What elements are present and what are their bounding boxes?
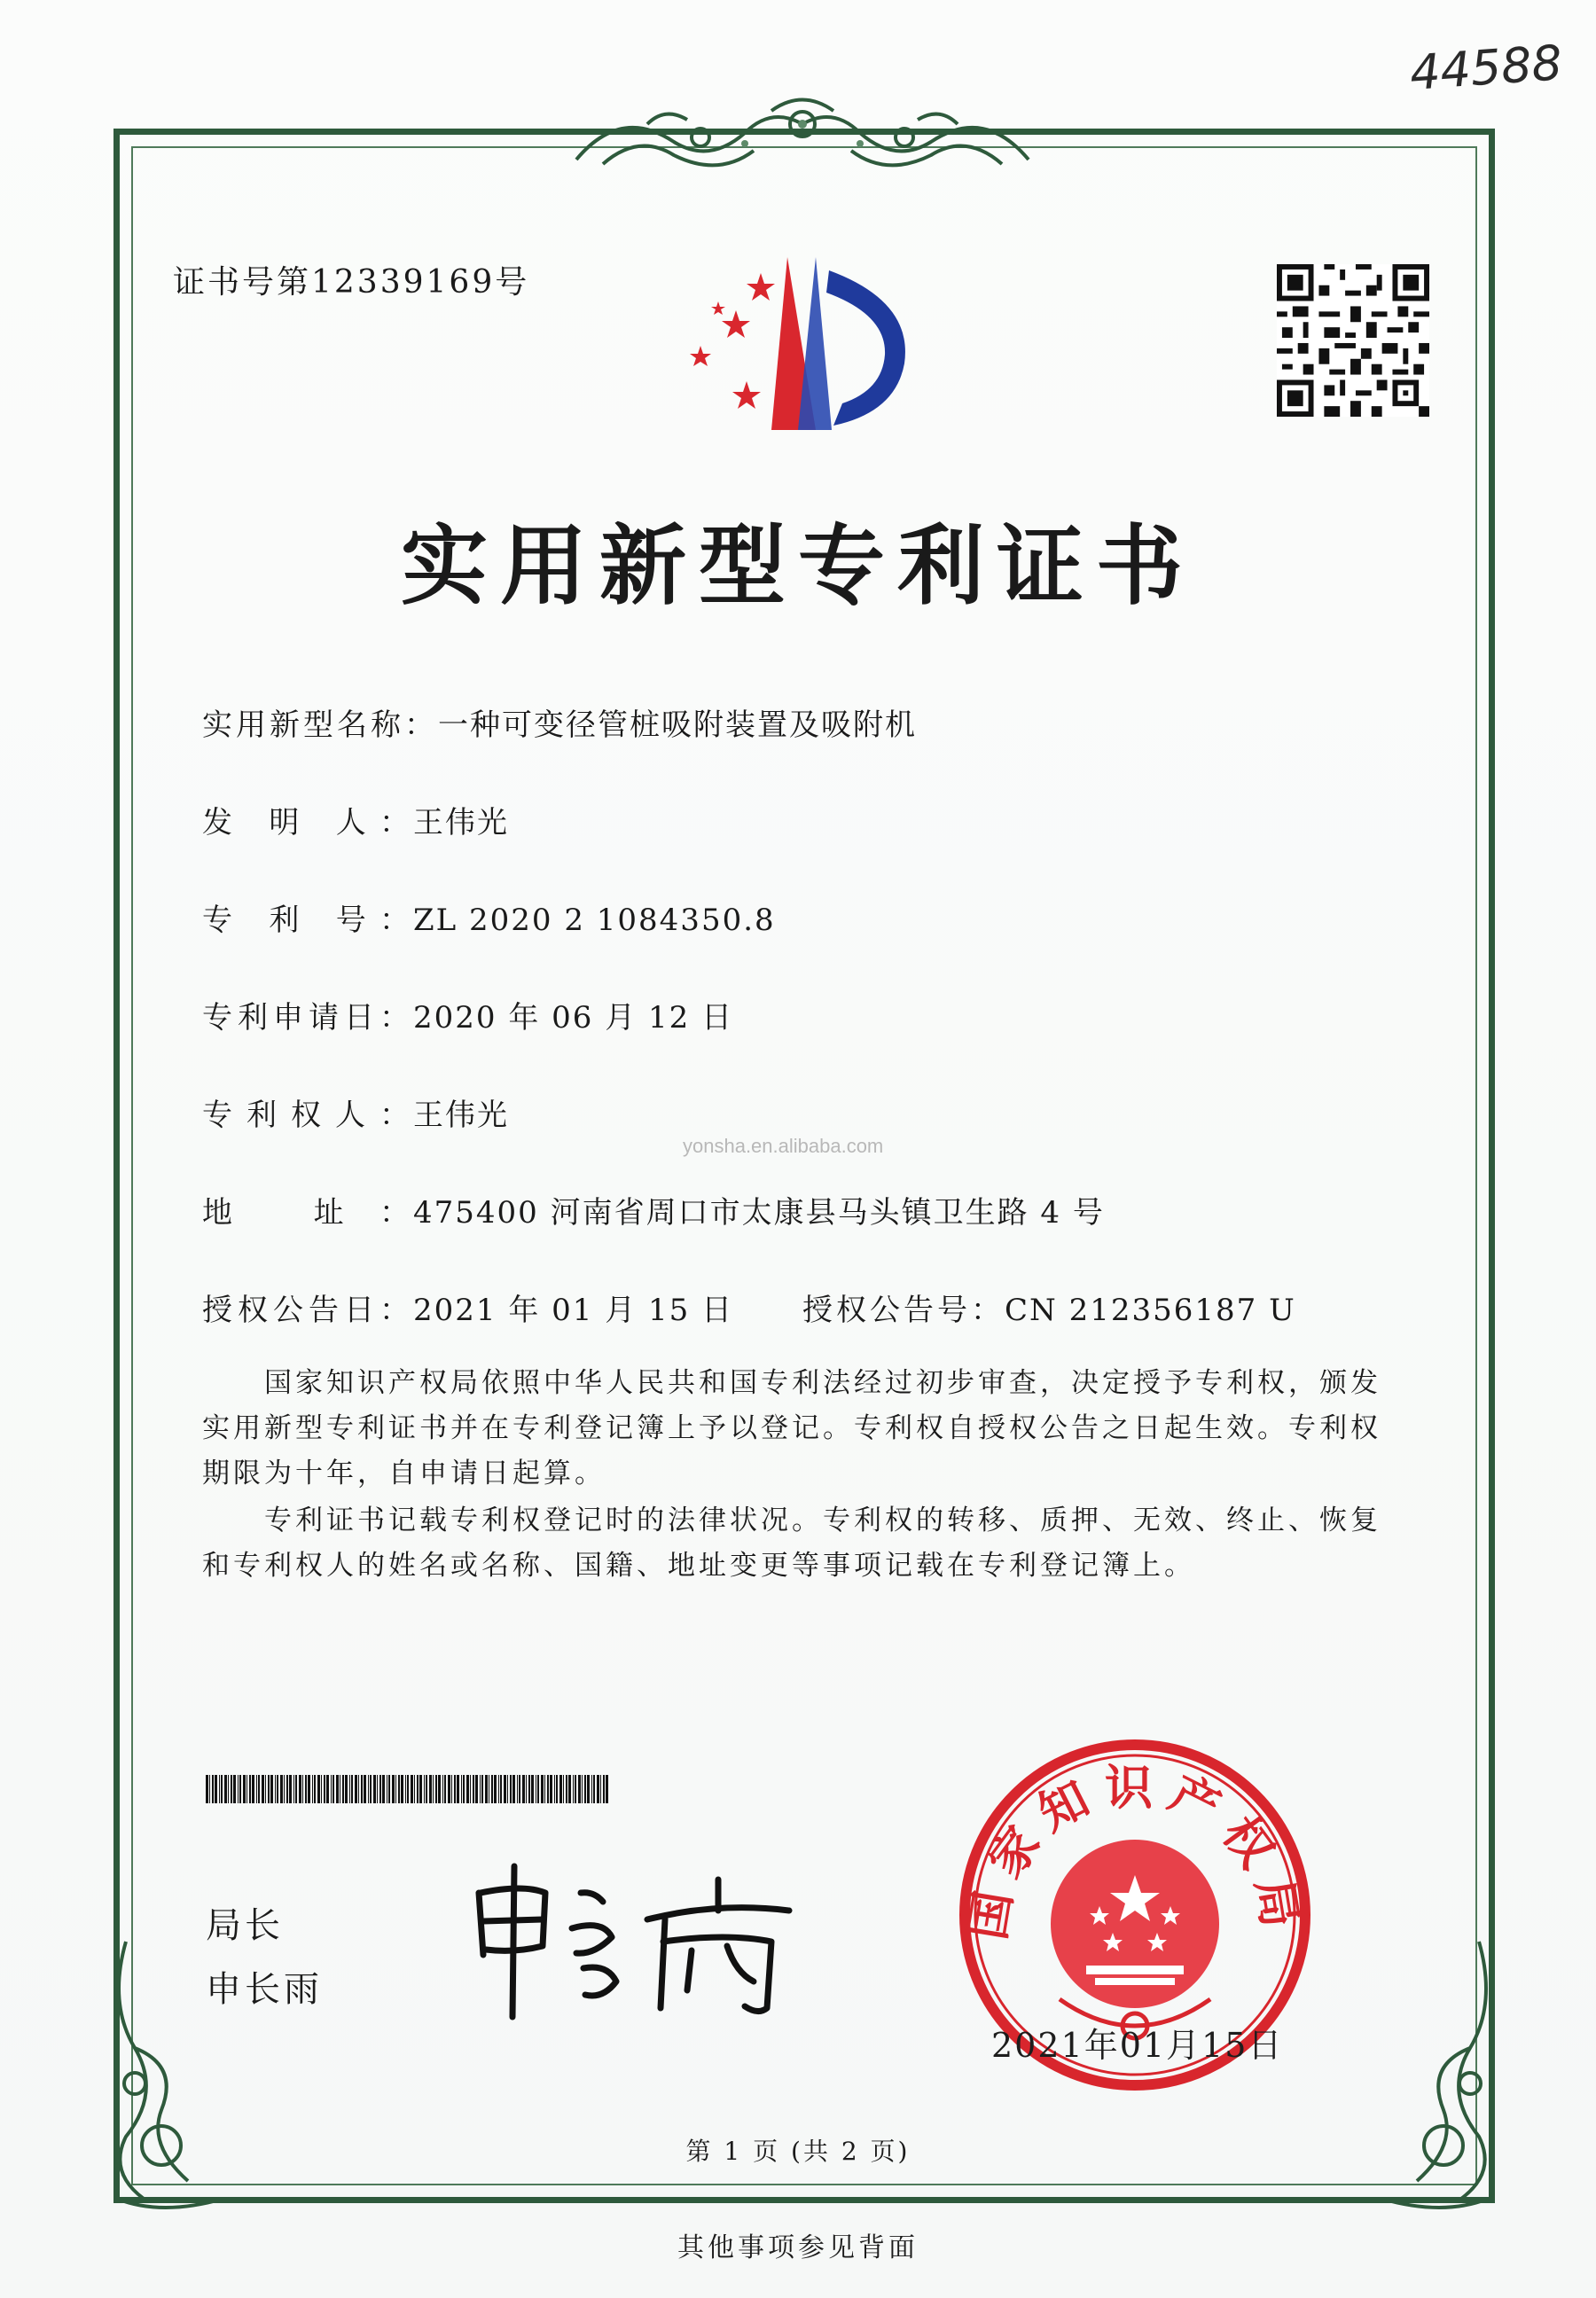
barcode-bar bbox=[470, 1775, 471, 1803]
barcode-bar bbox=[528, 1775, 530, 1803]
barcode-bar bbox=[373, 1775, 376, 1803]
barcode-bar bbox=[429, 1775, 432, 1803]
barcode-bar bbox=[382, 1775, 385, 1803]
barcode-bar bbox=[573, 1775, 574, 1803]
barcode-bar bbox=[246, 1775, 247, 1803]
barcode-bar bbox=[219, 1775, 220, 1803]
barcode-bar bbox=[531, 1775, 534, 1803]
page-number: 第 1 页 (共 2 页) bbox=[685, 2137, 911, 2166]
barcode-bar bbox=[379, 1775, 381, 1803]
barcode-bar bbox=[566, 1775, 567, 1803]
barcode-bar bbox=[277, 1775, 278, 1803]
barcode-bar bbox=[280, 1775, 283, 1803]
barcode-bar bbox=[224, 1775, 227, 1803]
barcode-bar bbox=[498, 1775, 499, 1803]
handwritten-note: 44588 bbox=[1408, 35, 1564, 101]
barcode-bar bbox=[407, 1775, 409, 1803]
barcode-bar bbox=[351, 1775, 353, 1803]
barcode-bar bbox=[411, 1775, 413, 1803]
barcode-bar bbox=[526, 1775, 527, 1803]
barcode-bar bbox=[541, 1775, 544, 1803]
barcode-bar bbox=[268, 1775, 270, 1803]
barcode-bar bbox=[228, 1775, 229, 1803]
field-label: 专 利 号： bbox=[202, 903, 413, 938]
barcode-bar bbox=[331, 1775, 332, 1803]
field-utility-model-name bbox=[202, 700, 917, 744]
barcode-bar bbox=[286, 1775, 288, 1803]
barcode-bar bbox=[358, 1775, 359, 1803]
statement-paragraph-1: 国家知识产权局依照中华人民共和国专利法经过初步审查，决定授予专利权，颁发实用新型专利证书并在专利登记簿上予以登记。专利权自授权公告之日起生效。专利权期限为十年，自申请日起算。 bbox=[202, 1367, 1381, 1489]
barcode-bar bbox=[517, 1775, 518, 1803]
barcode-bar bbox=[457, 1775, 459, 1803]
director-signature bbox=[461, 1857, 816, 2026]
barcode-bar bbox=[231, 1775, 232, 1803]
barcode-bar bbox=[398, 1775, 400, 1803]
barcode-bar bbox=[256, 1775, 257, 1803]
field-patentee bbox=[202, 1090, 509, 1134]
barcode-bar bbox=[302, 1775, 303, 1803]
barcode-bar bbox=[377, 1775, 378, 1803]
barcode-bar bbox=[603, 1775, 605, 1803]
barcode-bar bbox=[448, 1775, 450, 1803]
field-address bbox=[202, 1188, 1105, 1231]
field-label: 实用新型名称： bbox=[202, 707, 438, 743]
barcode-bar bbox=[512, 1775, 515, 1803]
barcode-bar bbox=[249, 1775, 251, 1803]
barcode-bar bbox=[395, 1775, 396, 1803]
barcode-bar bbox=[221, 1775, 223, 1803]
field-grant-number bbox=[802, 1286, 1296, 1329]
barcode-bar bbox=[284, 1775, 285, 1803]
barcode-bar bbox=[433, 1775, 434, 1803]
barcode-bar bbox=[258, 1775, 260, 1803]
field-value: CN 212356187 U bbox=[1005, 1293, 1296, 1328]
field-filing-date bbox=[202, 993, 733, 1036]
barcode-bar bbox=[494, 1775, 497, 1803]
barcode-bar bbox=[597, 1775, 599, 1803]
barcode-bar bbox=[554, 1775, 555, 1803]
barcode-bar bbox=[593, 1775, 595, 1803]
barcode-bar bbox=[442, 1775, 443, 1803]
barcode-bar bbox=[426, 1775, 427, 1803]
field-value: 475400 河南省周口市太康县马头镇卫生路 4 号 bbox=[413, 1195, 1105, 1231]
barcode-bar bbox=[368, 1775, 369, 1803]
barcode-bar bbox=[424, 1775, 425, 1803]
barcode-bar bbox=[606, 1775, 608, 1803]
barcode-bar bbox=[550, 1775, 552, 1803]
barcode-bar bbox=[332, 1775, 334, 1803]
barcode-bar bbox=[473, 1775, 474, 1803]
bottom-right-ornament-icon bbox=[1373, 1933, 1506, 2216]
cnipa-emblem-icon bbox=[683, 248, 931, 448]
barcode-bar bbox=[206, 1775, 208, 1803]
barcode-bar bbox=[591, 1775, 592, 1803]
barcode-bar bbox=[414, 1775, 415, 1803]
barcode-bar bbox=[522, 1775, 525, 1803]
field-value: 一种可变径管桩吸附装置及吸附机 bbox=[438, 707, 917, 743]
field-label: 专利权人： bbox=[202, 1098, 413, 1133]
field-value: 王伟光 bbox=[413, 1098, 509, 1133]
barcode-bar bbox=[500, 1775, 502, 1803]
barcode-bar bbox=[584, 1775, 586, 1803]
watermark-text: yonsha.en.alibaba.com bbox=[683, 1135, 884, 1157]
barcode-bar bbox=[345, 1775, 348, 1803]
certificate-number: 证书号第12339169号 bbox=[173, 264, 530, 301]
field-label: 授权公告号： bbox=[802, 1293, 1005, 1328]
field-value: ZL 2020 2 1084350.8 bbox=[413, 903, 776, 938]
barcode-bar bbox=[361, 1775, 363, 1803]
barcode-bar bbox=[212, 1775, 214, 1803]
barcode-bar bbox=[317, 1775, 320, 1803]
barcode-bar bbox=[293, 1775, 294, 1803]
field-grant-date bbox=[202, 1286, 733, 1329]
barcode-bar bbox=[295, 1775, 297, 1803]
barcode-bar bbox=[326, 1775, 329, 1803]
barcode-bar bbox=[417, 1775, 419, 1803]
barcode-bar bbox=[364, 1775, 366, 1803]
statement-paragraph-2: 专利证书记载专利权登记时的法律状况。专利权的转移、质押、无效、终止、恢复和专利权人的姓名或名称、国籍、地址变更等事项记载在专利登记簿上。 bbox=[202, 1505, 1381, 1582]
field-inventor bbox=[202, 798, 509, 841]
barcode-bar bbox=[243, 1775, 246, 1803]
barcode-bar bbox=[454, 1775, 456, 1803]
barcode-bar bbox=[461, 1775, 462, 1803]
barcode-bar bbox=[324, 1775, 325, 1803]
barcode-bar bbox=[239, 1775, 241, 1803]
barcode-bar bbox=[392, 1775, 395, 1803]
certificate-title: 实用新型专利证书 bbox=[400, 515, 1195, 617]
barcode-bar bbox=[559, 1775, 562, 1803]
barcode-bar bbox=[587, 1775, 590, 1803]
barcode-bar bbox=[600, 1775, 601, 1803]
barcode-bar bbox=[305, 1775, 307, 1803]
barcode-bar bbox=[485, 1775, 488, 1803]
barcode-bar bbox=[419, 1775, 422, 1803]
field-label: 专利申请日： bbox=[202, 1000, 413, 1036]
director-title: 局长 bbox=[206, 1905, 284, 1946]
barcode-bar bbox=[342, 1775, 344, 1803]
field-label: 授权公告日： bbox=[202, 1293, 413, 1328]
barcode-bar bbox=[299, 1775, 301, 1803]
barcode-bar bbox=[308, 1775, 310, 1803]
barcode-bar bbox=[209, 1775, 210, 1803]
director-name: 申长雨 bbox=[206, 1969, 323, 2010]
barcode-bar bbox=[355, 1775, 357, 1803]
barcode-bar bbox=[289, 1775, 292, 1803]
barcode-bar bbox=[556, 1775, 558, 1803]
barcode-bar bbox=[275, 1775, 276, 1803]
barcode-bar bbox=[435, 1775, 437, 1803]
field-value: 2020 年 06 月 12 日 bbox=[413, 1000, 734, 1036]
barcode-bar bbox=[463, 1775, 465, 1803]
barcode-icon bbox=[206, 1775, 614, 1803]
barcode-bar bbox=[233, 1775, 236, 1803]
top-ornament-icon bbox=[567, 89, 1037, 186]
field-patent-number bbox=[202, 895, 776, 939]
barcode-bar bbox=[507, 1775, 508, 1803]
barcode-bar bbox=[321, 1775, 322, 1803]
barcode-bar bbox=[563, 1775, 564, 1803]
barcode-bar bbox=[401, 1775, 403, 1803]
barcode-bar bbox=[238, 1775, 239, 1803]
barcode-bar bbox=[466, 1775, 469, 1803]
barcode-bar bbox=[480, 1775, 481, 1803]
field-label: 地 址： bbox=[202, 1195, 413, 1231]
qr-code-icon[interactable] bbox=[1277, 264, 1429, 417]
barcode-bar bbox=[215, 1775, 217, 1803]
barcode-bar bbox=[270, 1775, 273, 1803]
barcode-bar bbox=[481, 1775, 483, 1803]
barcode-bar bbox=[510, 1775, 512, 1803]
seal-text: 国家知识产权局 bbox=[959, 1760, 1310, 1944]
barcode-bar bbox=[575, 1775, 576, 1803]
field-label: 发 明 人： bbox=[202, 805, 413, 840]
barcode-bar bbox=[370, 1775, 372, 1803]
barcode-bar bbox=[491, 1775, 493, 1803]
barcode-bar bbox=[262, 1775, 264, 1803]
barcode-bar bbox=[444, 1775, 446, 1803]
field-value: 2021 年 01 月 15 日 bbox=[413, 1293, 734, 1328]
barcode-bar bbox=[544, 1775, 545, 1803]
barcode-bar bbox=[451, 1775, 452, 1803]
field-value: 王伟光 bbox=[413, 805, 509, 840]
seal-date: 2021年01月15日 bbox=[991, 2026, 1284, 2065]
barcode-bar bbox=[349, 1775, 350, 1803]
barcode-bar bbox=[438, 1775, 441, 1803]
barcode-bar bbox=[336, 1775, 339, 1803]
barcode-bar bbox=[312, 1775, 313, 1803]
barcode-bar bbox=[547, 1775, 549, 1803]
barcode-bar bbox=[265, 1775, 266, 1803]
barcode-bar bbox=[537, 1775, 539, 1803]
barcode-bar bbox=[568, 1775, 571, 1803]
barcode-bar bbox=[252, 1775, 254, 1803]
barcode-bar bbox=[504, 1775, 506, 1803]
barcode-bar bbox=[388, 1775, 390, 1803]
barcode-bar bbox=[519, 1775, 520, 1803]
barcode-bar bbox=[405, 1775, 406, 1803]
barcode-bar bbox=[475, 1775, 478, 1803]
footer-note: 其他事项参见背面 bbox=[677, 2232, 919, 2263]
barcode-bar bbox=[582, 1775, 583, 1803]
barcode-bar bbox=[578, 1775, 581, 1803]
barcode-bar bbox=[314, 1775, 316, 1803]
